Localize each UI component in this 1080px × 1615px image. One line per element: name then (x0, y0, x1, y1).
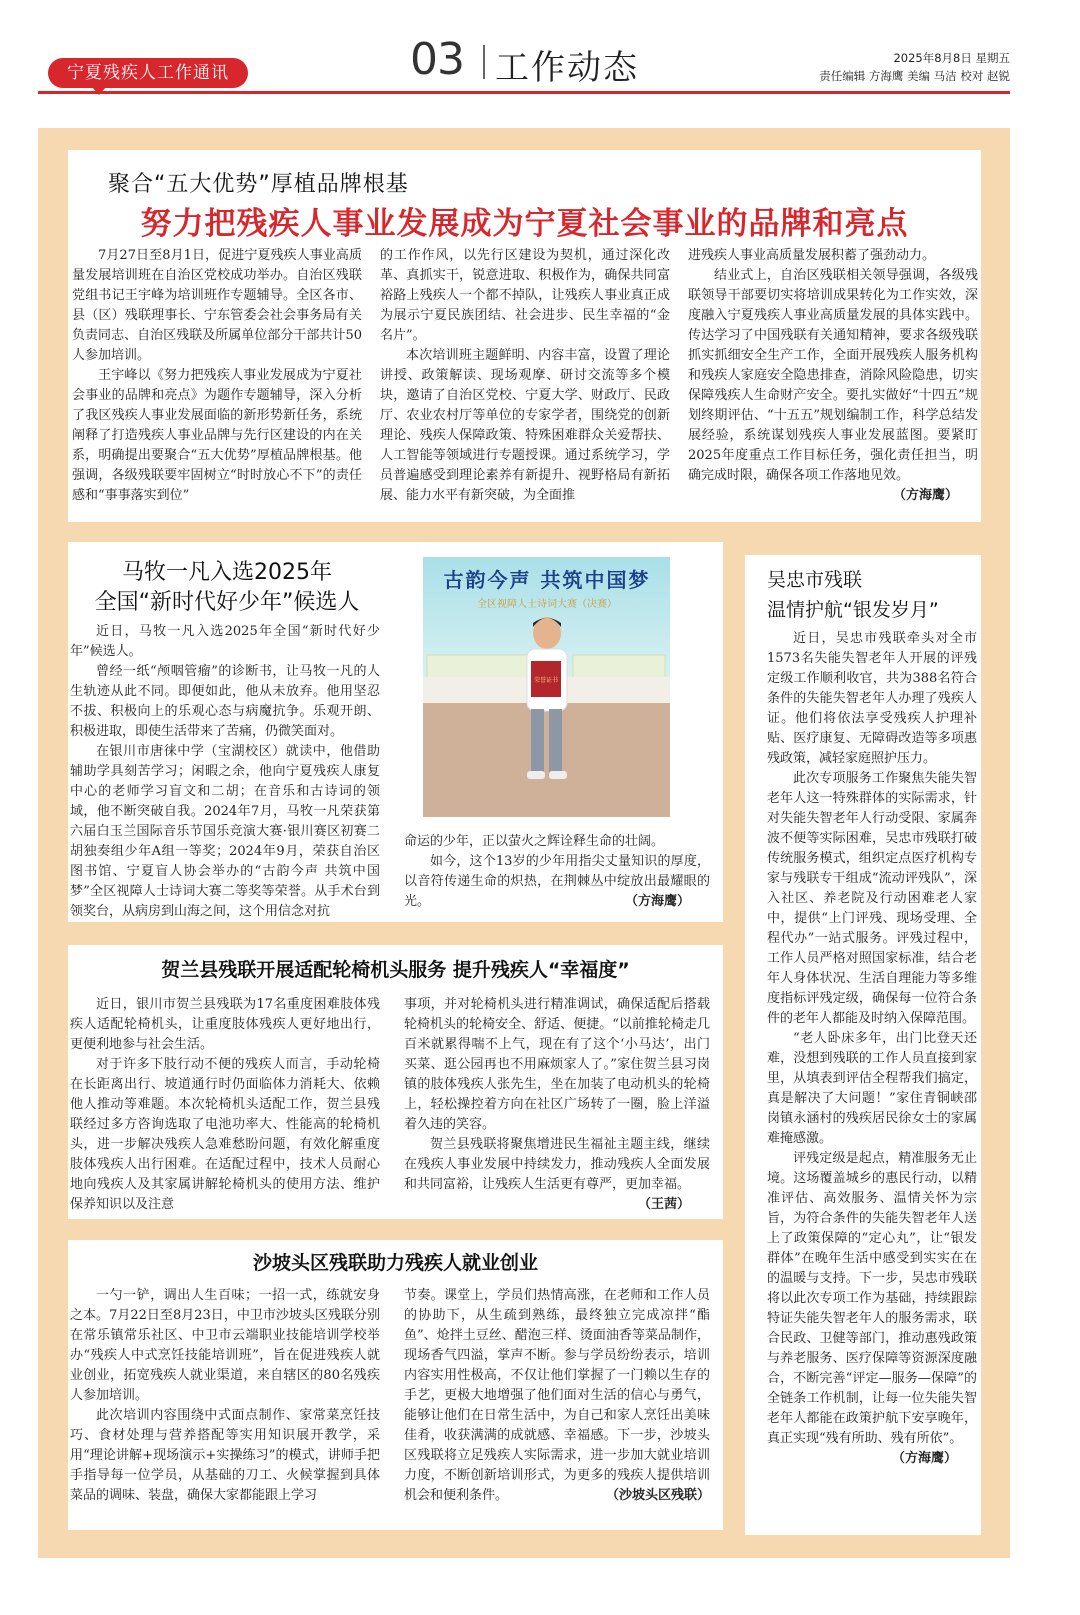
table-card-left (427, 655, 527, 679)
award-photo (423, 557, 670, 817)
article-headline: 贺兰县残联开展适配轮椅机头服务 提升残疾人“幸福度” (161, 959, 630, 981)
article-headline: 吴忠市残联 温情护航“银发岁月” (767, 569, 939, 621)
article-body: 近日，吴忠市残联牵头对全市1573名失能失智老年人开展的评残定级工作顺利收官，共为388名符合条件的失能失智老年人办理了残疾人证。他们将依法享受残疾人护理补贴、医疗康复、无障碍改造等多项惠残政策，减轻家庭照护压力。 此次专项服务工作聚焦失能失智老年人这一特殊群体的实际需求，针对失能失智老年人行动受限、家属奔波不便等实际困难，吴忠市残联打破传统服务模式，组织定点医疗机构专家与残联专干组成“流动评残队”，深入社区、养老院及行动困难老人家中，提供“上门评残、现场受理、全程代办”一站式服务。评残过程中，工作人员严格对照国家标准，结合老年人身体状况、生活自理能力等多维度指标评残定级，确保每一位符合条件的老年人都能及时纳入保障范围。 “老人卧床多年，出门比登天还难，没想到残联的工作人员直接到家里，从填表到评估全程帮我们搞定，真是解决了大问题！”家住青铜峡邵岗镇永涵村的残疾居民徐女士的家属难掩感激。 评残定级是起点，精准服务无止境。这场覆盖城乡的惠民行动，以精准评估、高效服务、温情关怀为宗旨，为符合条件的失能失智老年人送上了政策保障的“定心丸”，让“银发群体”在晚年生活中感受到实实在在的温暖与支持。下一步，吴忠市残联将以此次专项工作为基础，持续跟踪特证失能失智老年人的服务需求，联合民政、卫健等部门，推动惠残政策与养老服务、医疗保障等资源深度融合，不断完善“评定—服务—保障”的全链条工作机制，让每一位失能失智老年人都能在政策护航下安享晚年，真正实现“残有所助、残有所依”。 （方海鹰） (767, 629, 977, 1469)
photo-banner-text: 古韵今声 共筑中国梦 (443, 568, 651, 592)
article-column-2: 的工作作风，以先行区建设为契机，通过深化改革、真抓实干，锐意进取、积极作为，确保共同富裕路上残疾人一个都不掉队，让残疾人事业真正成为展示宁夏民族团结、社会进步、民生幸福的“金名片”。 本次培训班主题鲜明、内容丰富，设置了理论讲授、政策解读、现场观摩、研讨交流等多个模块，邀请了自治区党校、宁夏大学、财政厅、民政厅、农业农村厅等单位的专家学者，围绕党的创新理论、残疾人保障政策、特殊困难群众关爱帮扶、人工智能等领域进行专题授课。通过系统学习，学员普遍感受到理论素养有新提升、视野格局有新拓展、能力水平有新突破，为全面推 (380, 248, 670, 503)
article-right-column: 节奏。课堂上，学员们热情高涨，在老师和工作人员的协助下，从生疏到熟练，最终独立完成凉拌“酯鱼”、炝拌土豆丝、醋泡三样、烫面油香等菜品制作，现场香气四溢，掌声不断。参与学员纷纷表示，培训内容实用性极高，不仅让他们掌握了一门赖以生存的手艺，更极大地增强了他们面对生活的信心与勇气，能够让他们在日常生活中，为自己和家人烹饪出美味佳肴，收获满满的成就感、幸福感。下一步，沙坡头区残联将立足残疾人实际需求，进一步加大就业培训力度，不断创新培训形式，为更多的残疾人提供培训机会和便利条件。 （沙坡头区残联） (404, 1286, 710, 1506)
table-card-right (573, 655, 665, 679)
boy-shoe-left (527, 771, 545, 779)
article-right-column: 命运的少年，正以萤火之辉诠释生命的壮阔。 如今，这个13岁的少年用指尖丈量知识的厚度，以音符传递生命的炽热，在荆棘丛中绽放出最耀眼的光。 （方海鹰） (404, 832, 710, 912)
publication-logo: 宁夏残疾人工作通讯 (48, 58, 248, 88)
byline: （方海鹰） (891, 1451, 957, 1466)
masthead-rule (38, 91, 1010, 94)
article-left-column: 近日，银川市贺兰县残联为17名重度困难肢体残疾人适配轮椅机头，让重度肢体残疾人更好地出行，更便利地参与社会生活。 对于许多下肢行动不便的残疾人而言，手动轮椅在长距离出行、坡道通行时仍面临体力消耗大、依赖他人推动等难题。本次轮椅机头适配工作，贺兰县残联经过多方咨询选取了电池功率大、性能高的轮椅机头，进一步解决残疾人急难愁盼问题，有效化解重度肢体残疾人出行困难。在适配过程中，技术人员耐心地向残疾人及其家属讲解轮椅机头的使用方法、维护保养知识以及注意 (70, 997, 380, 1212)
section-title: 工作动态 (495, 48, 639, 88)
article-headline: 努力把残疾人事业发展成为宁夏社会事业的品牌和亮点 (140, 206, 909, 242)
photo-subtitle-text: 全区视障人士诗词大赛（决赛） (477, 599, 617, 610)
article-kicker: 聚合“五大优势”厚植品牌根基 (108, 172, 409, 197)
page-number: 03 (410, 34, 464, 85)
byline: （王茜） (637, 1197, 690, 1212)
article-left-column: 近日，马牧一凡入选2025年全国“新时代好少年”候选人。 曾经一纸“颅咽管瘤”的诊断书，让马牧一凡的人生轨迹从此不同。即便如此，他从未放弃。他用坚忍不拔、积极向上的乐观心态与病魔抗争。乐观开朗、积极进取，即使生活带来了苦痛，仍微笑面对。 在银川市唐徕中学（宝湖校区）就读中，他借助辅助学具刻苦学习；闲暇之余，他向宁夏残疾人康复中心的老师学习盲文和二胡；在音乐和古诗词的领域，他不断突破自我。2024年7月，马牧一凡荣获第六届白玉兰国际音乐节国乐竞演大赛·银川赛区初赛二胡独奏组少年A组一等奖；2024年9月，荣获自治区图书馆、宁夏盲人协会举办的“古韵今声 共筑中国梦”全区视障人士诗词大赛二等奖等荣誉。从手术台到领奖台，从病房到山海之间，这个用信念对抗 (70, 624, 380, 919)
article-left-column: 一勺一铲，调出人生百味；一招一式，练就安身之本。7月22日至8月23日，中卫市沙坡头区残联分别在常乐镇常乐社区、中卫市云端职业技能培训学校举办“残疾人中式烹饪技能培训班”，旨在促进残疾人就业创业，拓宽残疾人就业渠道，来自辖区的80名残疾人参加培训。 此次培训内容围绕中式面点制作、家常菜烹饪技巧、食材处理与营养搭配等实用知识展开教学，采用“理论讲解+现场演示+实操练习”的模式，讲师手把手指导每一位学员，从基础的刀工、火候掌握到具体菜品的调味、装盘，确保大家都能跟上学习 (70, 1288, 380, 1503)
boy-leg-left (531, 709, 544, 773)
article-headline: 沙坡头区残联助力残疾人就业创业 (252, 1252, 538, 1274)
article-column-3: 进残疾人事业高质量发展积蓄了强劲动力。 结业式上，自治区残联相关领导强调，各级残联领导干部要切实将培训成果转化为工作实效，深度融入宁夏残疾人事业高质量发展的具体实践中。传达学习了中国残联有关通知精神，要求各级残联抓实抓细安全生产工作，全面开展残疾人服务机构和残疾人家庭安全隐患排查，消除风险隐患，切实保障残疾人生命财产安全。要扎实做好“十四五”规划终期评估、“十五五”规划编制工作，科学总结发展经验，系统谋划残疾人事业发展蓝图。要紧盯2025年度重点工作目标任务，强化责任担当，明确完成时限，确保各项工作落地见效。 （方海鹰） (688, 246, 978, 506)
masthead-divider (483, 45, 485, 79)
award-book: 荣誉证书 (533, 677, 559, 684)
photo-illustration (423, 557, 670, 817)
editor-credits: 责任编辑 方海鹰 美编 马洁 校对 赵锐 (819, 69, 1010, 83)
byline: （方海鹰） (892, 488, 958, 503)
article-training-class (68, 150, 981, 522)
stage-floor (423, 703, 670, 817)
byline: （方海鹰） (624, 894, 690, 909)
boy-leg-right (549, 709, 562, 773)
article-cooking-training (68, 1240, 723, 1530)
article-headline: 马牧一凡入选2025年 全国“新时代好少年”候选人 (94, 560, 360, 615)
article-column-1: 7月27日至8月1日，促进宁夏残疾人事业高质量发展培训班在自治区党校成功举办。自治区残联党组书记王宇峰为培训班作专题辅导。全区各市、县（区）残联理事长、宁东管委会社会事务局有关负责同志、自治区残联及所属单位部分干部共计50人参加培训。 王宇峰以《努力把残疾人事业发展成为宁夏社会事业的品牌和亮点》为题作专题辅导，深入分析了我区残疾人事业发展面临的新形势新任务，系统阐释了打造残疾人事业品牌与先行区建设的内在关系，明确提出要聚合“五大优势”厚植品牌根基。他强调，各级残联要牢固树立“时时放心不下”的责任感和“事事落实到位” (72, 248, 362, 503)
article-wheelchair (68, 945, 723, 1219)
issue-date: 2025年8月8日 星期五 (893, 51, 1010, 65)
boy-shoe-right (549, 771, 567, 779)
article-silver-age (745, 555, 981, 1535)
byline: （沙坡头区残联） (605, 1488, 710, 1503)
article-right-column: 事项，并对轮椅机头进行精准调试，确保适配后搭载轮椅机头的轮椅安全、舒适、便捷。“以前推轮椅走几百米就累得喘不上气，现在有了这个‘小马达’，出门买菜、逛公园再也不用麻烦家人了。”家住贺兰县习岗镇的肢体残疾人张先生，坐在加装了电动机头的轮椅上，轻松操控着方向在社区广场转了一圈，脸上洋溢着久违的笑容。 贺兰县残联将聚焦增进民生福祉主题主线，继续在残疾人事业发展中持续发力，推动残疾人全面发展和共同富裕，让残疾人生活更有尊严，更加幸福。 （王茜） (404, 995, 710, 1215)
